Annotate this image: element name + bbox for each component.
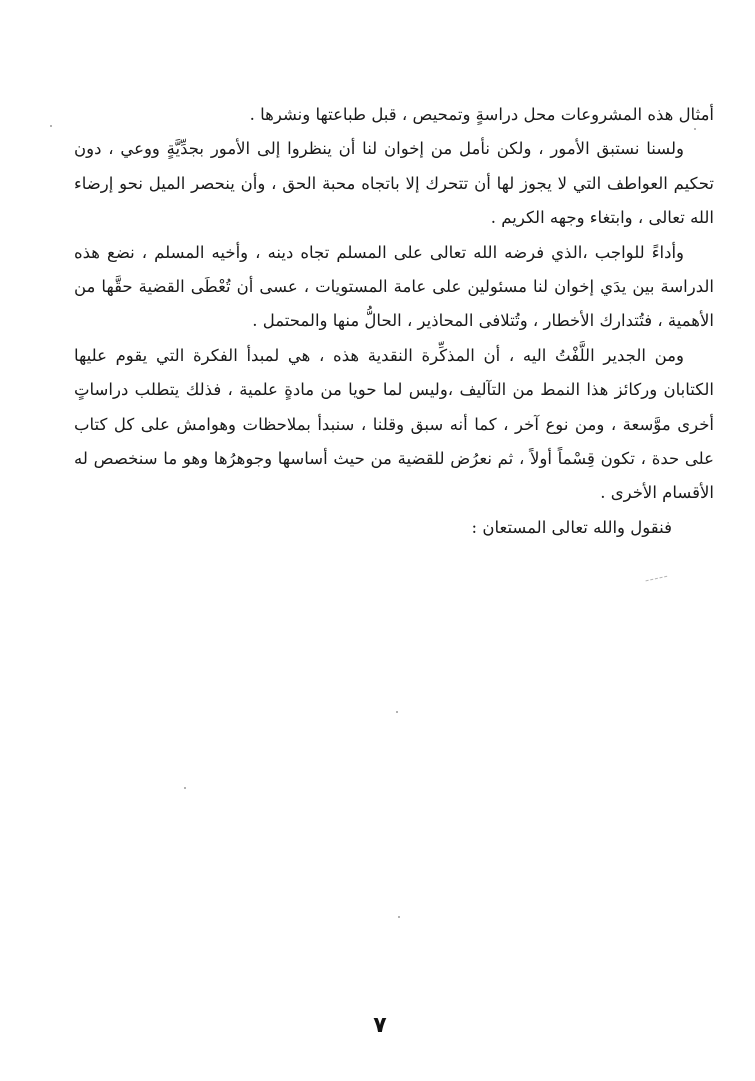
body-text: [74, 98, 714, 545]
scan-speck: [694, 128, 696, 130]
scan-speck: [398, 916, 400, 918]
paragraph-duty: وأداءً للواجب ،الذي فرضه الله تعالى على المسلم تجاه دينه ، وأخيه المسلم ، نضع هذه الدراسة بين يدَي إخوان لنا مسئولين على عامة المستويات ، عسى أن تُعْطَى القضية حقَّها من الأهمية ، فتُتدارك الأخطار ، وتُتلافى المحاذير ، الحالُّ منها والمحتمل .: [74, 242, 714, 331]
paragraph-critical-memo: ومن الجدير اللَّفْتُ اليه ، أن المذكِّرة النقدية هذه ، هي لمبدأ الفكرة التي يقوم عليها الكتابان وركائز هذا النمط من التآليف ،وليس لما حويا من مادةٍ علمية ، فذلك يتطلب دراساتٍ أخرى موَّسعة ، ومن نوع آخر ، كما أنه سبق وقلنا ، سنبدأ بملاحظات وهوامش على كل كتاب على حدة ، تكون قِسْماً أولاً ، ثم نعرُض للقضية من حيث أساسها وجوهرُها وهو ما سنخصص له الأقسام الأخرى .: [74, 345, 714, 503]
paragraph-seriousness: ولسنا نستبق الأمور ، ولكن نأمل من إخوان لنا أن ينظروا إلى الأمور بجدِّيَّةٍ ووعي ، دون تحكيم العواطف التي لا يجوز لها أن تتحرك إلا باتجاه محبة الحق ، وأن ينحصر الميل نحو إرضاء الله تعالى ، وابتغاء وجهه الكريم .: [74, 139, 714, 228]
scan-smudge: [646, 576, 669, 587]
scan-speck: [396, 711, 398, 713]
scan-speck: [50, 125, 52, 127]
page-number: ٧: [373, 1013, 387, 1038]
scan-speck: [184, 787, 186, 789]
closing-line: فنقول والله تعالى المستعان :: [471, 517, 672, 537]
paragraph-continuation: أمثال هذه المشروعات محل دراسةٍ وتمحيص ، قبل طباعتها ونشرها .: [249, 105, 714, 124]
